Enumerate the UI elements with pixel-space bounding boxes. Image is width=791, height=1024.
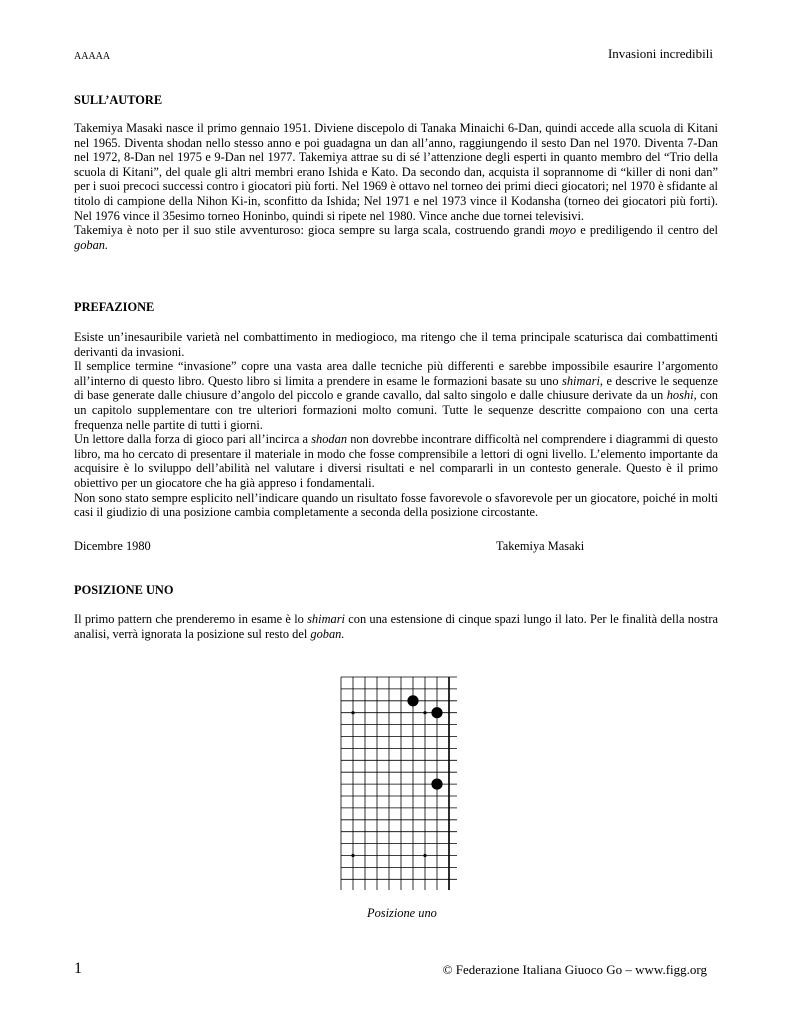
preface-p2-text-c: , con un capitolo supplementare con tre ulteriori formazioni molto comuni. Tutte le sequenze descritte compaiono con una certa frequenza nelle partite di tutti i giorni.: [74, 388, 718, 432]
preface-text: [74, 330, 718, 520]
star-point: [423, 854, 426, 857]
preface-paragraph-3: [74, 432, 718, 490]
preface-p2-text-b: , e descrive le sequenze di base generate dalle chiusure d’angolo del piccolo e grande cavallo, dal salto singolo e dalle chiusure derivate da un: [74, 373, 718, 403]
go-board-diagram: [336, 675, 466, 890]
header-left: AAAAA: [74, 51, 111, 62]
term-shimari: shimari: [562, 373, 600, 388]
star-point: [351, 854, 354, 857]
footer-copyright: © Federazione Italiana Giuoco Go – www.figg.org: [442, 962, 707, 977]
position-one-paragraph: [74, 612, 718, 641]
heading-author: SULL’AUTORE: [74, 93, 163, 107]
term-shimari-2: shimari: [307, 612, 345, 626]
preface-paragraph-2: [74, 359, 718, 432]
term-hoshi: hoshi: [666, 388, 694, 403]
go-board-svg: [336, 675, 466, 890]
preface-signature: Takemiya Masaki: [496, 539, 585, 553]
heading-position-one: POSIZIONE UNO: [74, 583, 174, 597]
header-title: Invasioni incredibili: [607, 46, 713, 61]
black-stone: [407, 695, 418, 706]
position-one-text-b: con una estensione di cinque spazi lungo il lato. Per le finalità della nostra analisi, verrà ignorata la posizione sul resto del: [74, 612, 718, 641]
author-p2-text-a: Takemiya è noto per il suo stile avventuroso: gioca sempre su larga scala, costruendo grandi: [74, 223, 550, 238]
black-stone: [431, 779, 442, 790]
black-stone: [431, 707, 442, 718]
preface-paragraph-1: Esiste un’inesauribile varietà nel combattimento in mediogioco, ma ritengo che il tema principale scaturisca dai combattimenti derivanti da invasioni.: [74, 330, 718, 359]
heading-preface: PREFAZIONE: [74, 300, 155, 314]
position-one-text: [74, 612, 718, 641]
preface-date: Dicembre 1980: [74, 539, 151, 553]
page-number: 1: [74, 960, 82, 977]
author-paragraph-1: Takemiya Masaki nasce il primo gennaio 1951. Diviene discepolo di Tanaka Minaichi 6-Dan, quindi accede alla scuola di Kitani nel 1965. Diventa shodan nello stesso anno e poi guadagna un dan all’anno, raggiungendo il sesto Dan nel 1970. Diventa 7-Dan nel 1972, 8-Dan nel 1975 e 9-Dan nel 1977. Takemiya attrae su di sé l’attenzione degli esperti in quanto membro del “Trio della scuola di Kitani”, del quale gli altri membri erano Ishida e Kato. Da secondo dan, acquista il soprannome di “killer di noni dan” per i suoi precoci successi contro i giocatori più forti. Nel 1969 è ottavo nel torneo dei primi dieci giocatori; nel 1970 è sfidante al titolo di campione della Nihon Ki-in, sconfitto da Ishida; Nel 1971 e nel 1973 vince il Kodansha (torneo dei giocatori più forti). Nel 1976 vince il 35esimo torneo Honinbo, quindi si ripete nel 1980. Vince anche due tornei televisivi.: [74, 121, 718, 223]
position-one-text-a: Il primo pattern che prenderemo in esame è lo: [74, 612, 308, 626]
preface-p2-text-a: Il semplice termine “invasione” copre una vasta area dalle tecniche più differenti e sarebbe impossibile esaurire l’argomento all’interno di questo libro. Questo libro si limita a prendere in esame le formazioni basate su uno: [74, 359, 718, 388]
preface-p3-text-a: Un lettore dalla forza di gioco pari all’incirca a: [74, 432, 312, 447]
preface-paragraph-4: Non sono stato sempre esplicito nell’indicare quando un risultato fosse favorevole o sfavorevole per un giocatore, poiché in molti casi il giudizio di una posizione cambia completamente a seconda della posizione circostante.: [74, 490, 718, 520]
term-goban: goban.: [74, 237, 109, 252]
term-moyo: moyo: [549, 223, 577, 238]
author-p2-text-b: e prediligendo il centro del: [576, 223, 719, 238]
author-paragraph-2: [74, 223, 718, 252]
star-point: [351, 711, 354, 714]
author-text: [74, 121, 718, 252]
preface-p3-text-b: non dovrebbe incontrare difficoltà nel comprendere i diagrammi di questo libro, ma ho cercato di presentare il materiale in modo che fosse comprensibile a lettori di ogni livello. L’elemento importante da acquisire è lo sviluppo dell’abilità nel valutare i diversi risultati e nel compararli in un contesto generale. Questo è il primo obiettivo per un giocatore che ha già appreso i fondamentali.: [74, 432, 718, 490]
diagram-caption: Posizione uno: [367, 906, 437, 920]
term-shodan: shodan: [311, 432, 348, 447]
term-goban-2: goban.: [310, 626, 345, 641]
star-point: [423, 711, 426, 714]
